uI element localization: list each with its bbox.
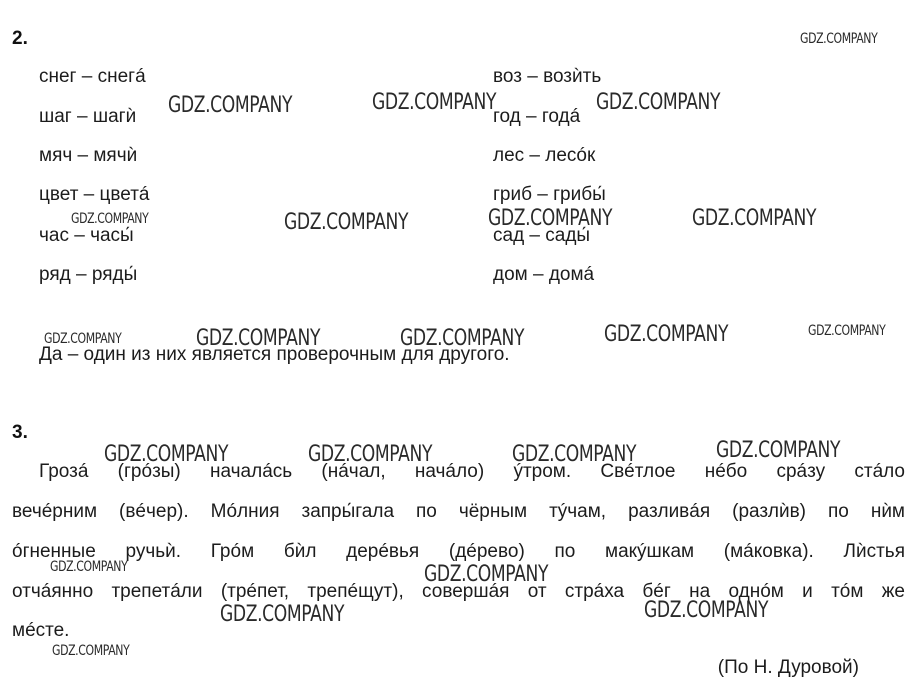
watermark: GDZ.COMPANY [220, 602, 345, 627]
task-2-number: 2. [12, 28, 28, 49]
word-pair: гриб – грибы́ [493, 184, 606, 205]
watermark: GDZ.COMPANY [196, 326, 321, 351]
watermark: GDZ.COMPANY [512, 442, 637, 467]
word-pair: сад – сады́ [493, 225, 591, 246]
watermark: GDZ.COMPANY [424, 562, 549, 587]
word-pair: воз – возѝть [493, 66, 602, 87]
word-pair: час – часы́ [39, 225, 134, 246]
watermark: GDZ.COMPANY [400, 326, 525, 351]
paragraph-line: мéсте. [12, 620, 70, 641]
word-pair: мяч – мячѝ [39, 145, 138, 166]
watermark: GDZ.COMPANY [50, 559, 128, 575]
word-pair: шаг – шагѝ [39, 106, 137, 127]
paragraph-line: Грозá (грóзы) началáсь (нáчал, начáло) ýтром. Свéтлое нéбо срáзу стáло [39, 461, 905, 482]
watermark: GDZ.COMPANY [692, 206, 817, 231]
word-pair: дом – домá [493, 264, 595, 285]
word-pair: ряд – ряды́ [39, 264, 138, 285]
word-pair: лес – лесóк [493, 145, 596, 166]
paragraph-line: вечéрним (вéчер). Мóлния запры́гала по чёрным тýчам, разливáя (разлѝв) по нѝм [12, 501, 905, 522]
watermark: GDZ.COMPANY [808, 323, 886, 339]
watermark: GDZ.COMPANY [596, 90, 721, 115]
watermark: GDZ.COMPANY [104, 442, 229, 467]
watermark: GDZ.COMPANY [308, 442, 433, 467]
task-3-number: 3. [12, 422, 28, 443]
watermark: GDZ.COMPANY [372, 90, 497, 115]
word-pair: снег – снегá [39, 66, 146, 87]
word-pair: цвет – цветá [39, 184, 150, 205]
watermark: GDZ.COMPANY [488, 206, 613, 231]
watermark: GDZ.COMPANY [716, 438, 841, 463]
word-pair: год – годá [493, 106, 581, 127]
author-attribution: (По Н. Дуровой) [717, 657, 859, 678]
watermark: GDZ.COMPANY [71, 211, 149, 227]
watermark: GDZ.COMPANY [284, 210, 409, 235]
watermark: GDZ.COMPANY [644, 598, 769, 623]
paragraph-line: óгненные ручьѝ. Грóм бѝл дерéвья (дéрево) по макýшкам (мáковка). Лѝстья [12, 541, 905, 562]
watermark: GDZ.COMPANY [604, 322, 729, 347]
watermark: GDZ.COMPANY [44, 331, 122, 347]
watermark: GDZ.COMPANY [800, 31, 878, 47]
watermark: GDZ.COMPANY [52, 643, 130, 659]
watermark: GDZ.COMPANY [168, 93, 293, 118]
paragraph-line: отчáянно трепетáли (трéпет, трепéщут), совершáя от стрáха бéг на однóм и тóм же [12, 581, 905, 602]
task-2-answer: Да – один из них является проверочным для другого. [39, 344, 510, 365]
